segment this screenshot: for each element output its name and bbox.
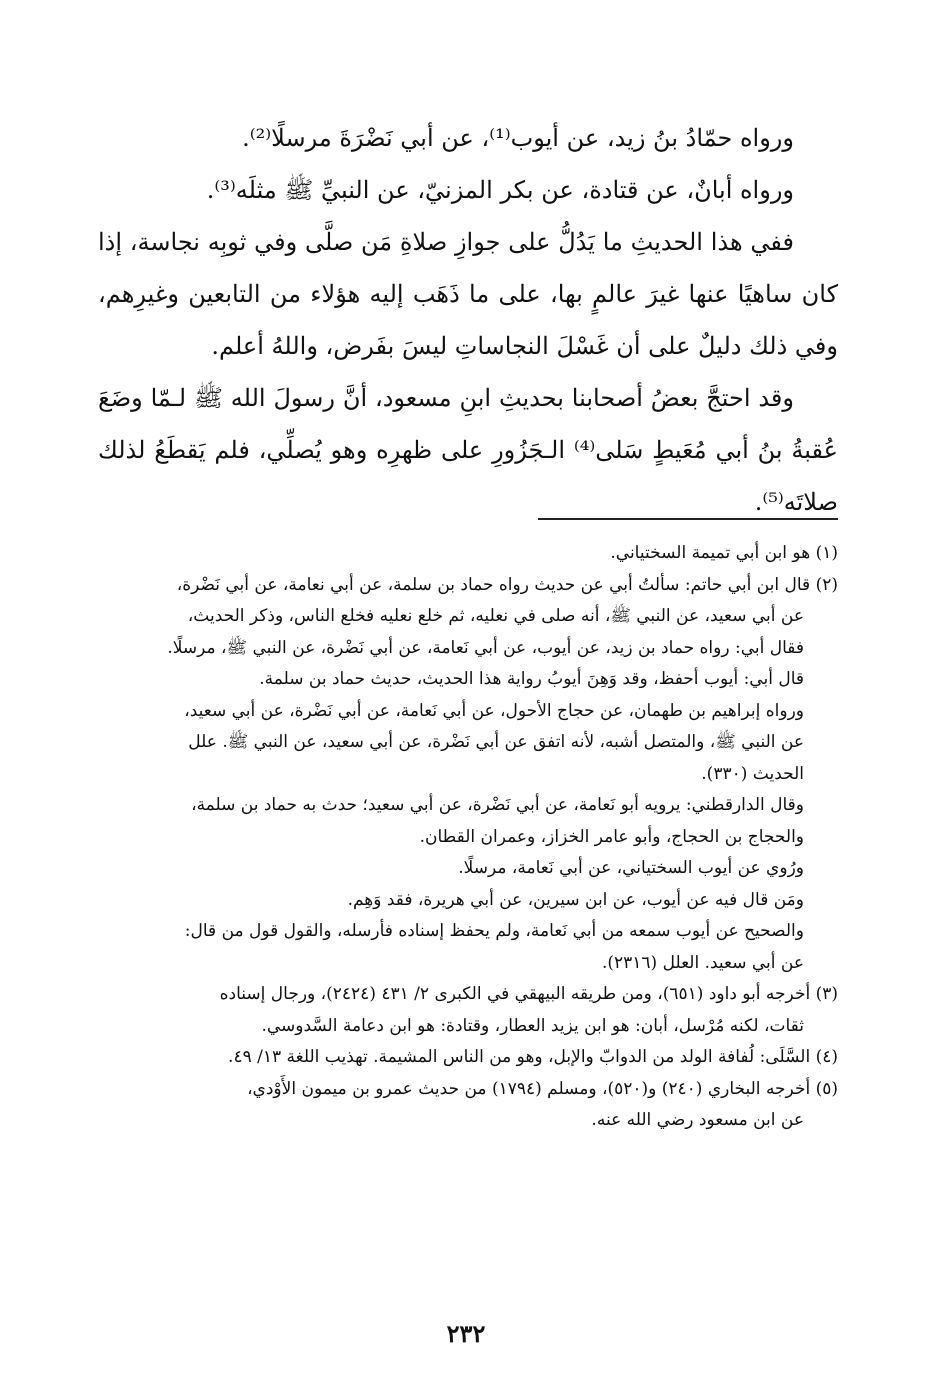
footnote-line: فقال أبي: رواه حماد بن زيد، عن أيوب، عن أبي نَعامة، عن أبي نَضْرة، عن النبي ﷺ، مرسلًا.	[167, 637, 804, 658]
main-paragraph: ففي هذا الحديثِ ما يَدُلُّ على جوازِ صلاةِ مَن صلَّى وفي ثوبِه نجاسة، إذا كان ساهيًا عنها غيرَ عالمٍ بها، على ما ذَهَب إليه هؤلاء من التابعين وغيرِهم، وفي ذلك دليلٌ على أن غَسْلَ النجاساتِ ليسَ بفَرض، واللهُ أعلم.	[98, 228, 838, 360]
footnote-line: (٢) قال ابن أبي حاتم: سألتُ أبي عن حديث رواه حماد بن سلمة، عن أبي نعامة، عن أبي نَضْرة،	[176, 574, 838, 595]
footnote-line: عن النبي ﷺ، والمتصل أشبه، لأنه اتفق عن أبي نَضْرة، عن أبي سعيد، عن النبي ﷺ. علل	[188, 732, 804, 752]
page-number: ٢٣٢	[446, 1319, 486, 1348]
footnote-line: عن أبي سعيد. العلل (٢٣١٦).	[601, 952, 804, 973]
main-paragraph: وقد احتجَّ بعضُ أصحابنا بحديثِ ابنِ مسعود، أنَّ رسولَ الله ﷺ لـمّا وضَعَ عُقبةُ بنُ أبي مُعَيطٍ سَلى⁽⁴⁾ الـجَزُورِ على ظهرِه وهو يُصلِّي، فلم يَقطَعُ لذلك صلاتَه⁽⁵⁾.	[98, 384, 838, 516]
main-paragraph: ورواه حمّادُ بنُ زيد، عن أيوب⁽¹⁾، عن أبي نَضْرَةَ مرسلًا⁽²⁾.	[242, 124, 794, 152]
footnote-1	[98, 538, 838, 570]
footnote-line: ومَن قال فيه عن أيوب، عن ابن سيرين، عن أبي هريرة، فقد وَهِم.	[347, 889, 804, 910]
footnote-line: ورواه إبراهيم بن طهمان، عن حجاج الأحول، عن أبي نَعامة، عن أبي نَضْرة، عن أبي سعيد،	[184, 700, 804, 721]
main-paragraph: ورواه أبانٌ، عن قتادة، عن بكر المزنيّ، عن النبيِّ ﷺ مثلَه⁽³⁾.	[206, 176, 794, 204]
footnote-line: قال أبي: أيوب أحفظ، وقد وَهِنَ أيوبُ رواية هذا الحديث، حديث حماد بن سلمة.	[259, 669, 804, 689]
footnote-line: والحجاج بن الحجاج، وأبو عامر الخزاز، وعمران القطان.	[419, 826, 804, 847]
footnote-line: وقال الدارقطني: يرويه أبو نَعامة، عن أبي نَضْرة، عن أبي سعيد؛ حدث به حماد بن سلمة،	[191, 795, 804, 815]
footnote-line: عن ابن مسعود رضي الله عنه.	[591, 1110, 804, 1130]
footnote-line: (٤) السَّلَى: لُفافة الولد من الدوابّ والإبل، وهو من الناس المشيمة. تهذيب اللغة ١٣/ ٤٩.	[228, 1047, 838, 1067]
footnote-line: (٥) أخرجه البخاري (٢٤٠) و(٥٢٠)، ومسلم (١٧٩٤) من حديث عمرو بن ميمون الأَوْدي،	[247, 1078, 838, 1099]
footnote-3	[98, 979, 838, 1042]
footnote-5	[98, 1074, 838, 1137]
footnote-line: الحديث (٣٣٠).	[701, 763, 804, 784]
main-text	[98, 112, 838, 528]
footnote-line: ثقات، لكنه مُرْسل، أبان: هو ابن يزيد العطار، وقتادة: هو ابن دعامة السَّدوسي.	[261, 1015, 804, 1036]
footnote-line: عن أبي سعيد، عن النبي ﷺ، أنه صلى في نعليه، ثم خلع نعليه فخلع الناس، وذكر الحديث،	[187, 606, 804, 626]
footnote-2	[98, 570, 838, 980]
footnote-divider	[538, 518, 838, 520]
footnote-line: (٣) أخرجه أبو داود (٦٥١)، ومن طريقه البيهقي في الكبرى ٢/ ٤٣١ (٢٤٢٤)، ورجال إسناده	[219, 984, 838, 1004]
footnote-line: ورُوي عن أيوب السختياني، عن أبي نَعامة، مرسلًا.	[458, 858, 804, 878]
footnotes	[98, 538, 838, 1137]
footnote-line: (١) هو ابن أبي تميمة السختياني.	[610, 543, 838, 563]
footnote-line: والصحيح عن أيوب سمعه من أبي نَعامة، ولم يحفظ إسناده فأرسله، والقول قول من قال:	[184, 921, 804, 941]
footnote-4	[98, 1042, 838, 1074]
